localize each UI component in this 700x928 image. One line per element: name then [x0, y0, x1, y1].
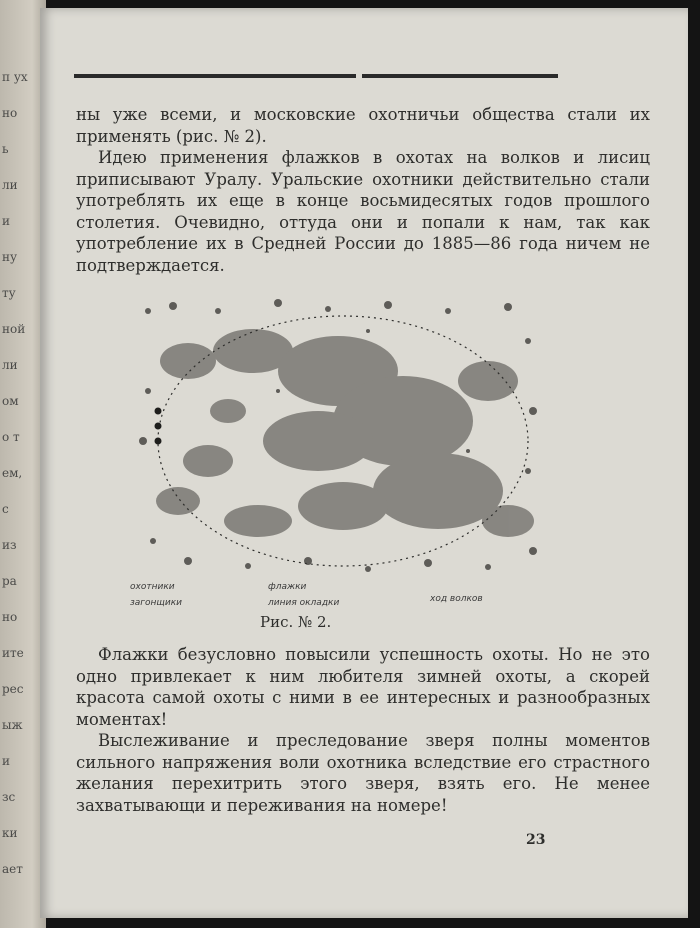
left-page-fragment: рес — [2, 682, 24, 696]
legend-flags: флажки — [268, 582, 307, 592]
book-page — [40, 8, 688, 918]
left-page-fragment: и — [2, 214, 10, 228]
left-page-fragment: ну — [2, 250, 18, 264]
paragraph-3: Флажки безусловно повысили успешность охоты. Но не это одно привлекает к ним любителя зимней охоты, а скорей красота самой охоты с ними в ее интересных и разнообразных моментах! — [76, 645, 650, 729]
hunter-markers — [155, 408, 162, 445]
paragraph-2: Идею применения флажков в охотах на волков и лисиц приписывают Уралу. Уральские охотники действительно стали употреблять их еще в конце восьмидесятых годов прошлого столетия. Очевидно, оттуда они и попали к нам, так как употребление их в Средней России до 1885—86 года ничем не подтверждается. — [76, 148, 650, 275]
paragraph-1: ны уже всеми, и московские охотничьи общества стали их применять (рис. № 2). — [76, 105, 650, 146]
left-page-fragment: с — [2, 502, 9, 516]
left-page-fragment: ки — [2, 826, 18, 840]
left-page-fragment: п ух — [2, 70, 28, 84]
figure-legend — [130, 580, 570, 614]
legend-hunters: охотники — [130, 582, 175, 592]
forest-patches — [156, 329, 534, 537]
left-page-fragment: ь — [2, 142, 9, 156]
text-block-top — [76, 104, 650, 276]
left-page-fragment: и — [2, 754, 10, 768]
left-page-fragment: о т — [2, 430, 20, 444]
left-page-fragment: ыж — [2, 718, 23, 732]
left-page-fragment: зс — [2, 790, 16, 804]
left-page-fragment: ту — [2, 286, 16, 300]
left-page-fragment: ем, — [2, 466, 23, 480]
legend-wolf-track: ход волков — [430, 594, 483, 604]
left-page-fragment: но — [2, 106, 18, 120]
text-block-bottom — [76, 644, 650, 816]
left-page-fragment: но — [2, 610, 18, 624]
left-page-fragment: ли — [2, 178, 18, 192]
left-page-fragment: ной — [2, 322, 26, 336]
figure-caption: Рис. № 2. — [260, 613, 332, 631]
page-number: 23 — [526, 832, 546, 848]
legend-beaters: загонщики — [130, 598, 183, 608]
left-page-fragment: из — [2, 538, 17, 552]
left-page-fragment: ает — [2, 862, 23, 876]
paragraph-4: Выслеживание и преследование зверя полны моментов сильного напряжения воли охотника вследствие его страстного желания перехитрить этого зверя, взять его. Не менее захватывающи и переживания на номере! — [76, 731, 650, 815]
left-page-fragment: ра — [2, 574, 17, 588]
legend-enclosure-line: линия окладки — [268, 598, 340, 608]
header-rule-left — [74, 74, 356, 78]
left-page-fragment: ом — [2, 394, 19, 408]
hunting-scheme-figure — [128, 291, 548, 581]
left-page-fragment: ите — [2, 646, 24, 660]
header-rule-right — [362, 74, 558, 78]
left-page-fragment: ли — [2, 358, 18, 372]
